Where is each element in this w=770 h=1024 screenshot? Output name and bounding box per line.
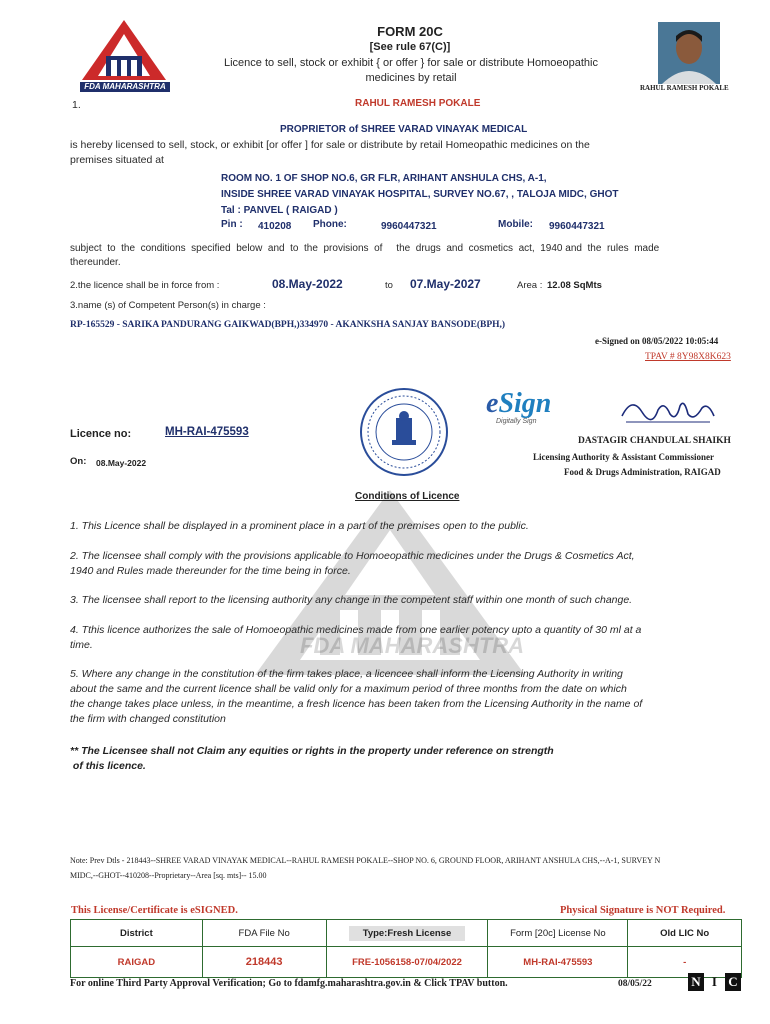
cell-district: RAIGAD: [71, 947, 203, 978]
table-row: [71, 947, 742, 978]
nic-letter-i: I: [711, 974, 717, 989]
authority-name: DASTAGIR CHANDULAL SHAIKH: [578, 436, 731, 446]
licence-on-value: 08.May-2022: [96, 458, 147, 468]
cell-old-lic: -: [628, 947, 742, 978]
esign-logo: [486, 388, 578, 430]
taluka: Tal : PANVEL ( RAIGAD ): [221, 205, 338, 216]
esigned-notice: This License/Certificate is eSIGNED.: [71, 905, 238, 916]
photo-caption: RAHUL RAMESH POKALE: [640, 84, 729, 92]
to-label: to: [385, 280, 393, 291]
phone-value: 9960447321: [381, 221, 437, 232]
signature: [618, 392, 718, 430]
condition-2-line-1: 2. The licensee shall comply with the provisions applicable to Homoeopathic medicines under the Drugs & Cosmetics Act,: [70, 550, 635, 562]
government-seal: [358, 386, 450, 478]
form-subtitle-1: Licence to sell, stock or exhibit { or offer } for sale or distribute Homoeopathic: [224, 57, 598, 69]
esigned-on: e-Signed on 08/05/2022 10:05:44: [595, 336, 719, 346]
condition-5-line-3: the change takes place unless, in the meantime, a fresh licence has been taken from the Licensing Authority in the name of: [70, 698, 643, 710]
form-subtitle-2: medicines by retail: [365, 72, 457, 84]
header-license-no: Form [20c] License No: [488, 920, 628, 947]
prev-details-1: Note: Prev Dtls - 218443--SHREE VARAD VINAYAK MEDICAL--RAHUL RAMESH POKALE--SHOP NO. 6, GROUND FLOOR, ARIHANT ANSHULA CHS,--A-1, SURVEY N: [70, 856, 661, 865]
to-date: 07.May-2027: [410, 277, 481, 291]
condition-3: 3. The licensee shall report to the licensing authority any change in the competent staff within one month of such change.: [70, 594, 633, 606]
licence-on-label: On:: [70, 456, 87, 467]
persons-label: 3.name (s) of Competent Person(s) in charge :: [70, 300, 266, 311]
proprietor-line: PROPRIETOR of SHREE VARAD VINAYAK MEDICAL: [280, 124, 528, 135]
nic-logo: [688, 973, 741, 993]
authority-title: Licensing Authority & Assistant Commissioner: [533, 452, 715, 462]
cell-type: FRE-1056158-07/04/2022: [326, 947, 488, 978]
prev-details-2: MIDC,--GHOT--410208--Proprietary--Area [sq. mts]-- 15.00: [70, 871, 267, 880]
competent-persons: RP-165529 - SARIKA PANDURANG GAIKWAD(BPH,)334970 - AKANKSHA SANJAY BANSODE(BPH,): [70, 320, 506, 330]
mobile-value: 9960447321: [549, 221, 605, 232]
condition-4-line-2: time.: [70, 639, 93, 651]
pin-label: Pin :: [221, 219, 243, 230]
licence-no-label: Licence no:: [70, 428, 132, 440]
mobile-label: Mobile:: [498, 219, 533, 230]
header-old-lic: Old LIC No: [628, 920, 742, 947]
form-title: FORM 20C: [377, 24, 443, 39]
header-file-no: FDA File No: [202, 920, 326, 947]
tpav-code: TPAV # 8Y98X8K623: [645, 352, 731, 362]
from-date: 08.May-2022: [272, 277, 343, 291]
esign-logo-text: eSign: [486, 388, 552, 419]
condition-1: 1. This Licence shall be displayed in a prominent place in a part of the premises open to the public.: [70, 520, 529, 532]
force-label: 2.the licence shall be in force from :: [70, 280, 220, 291]
licence-info-table: [70, 919, 742, 978]
address-line-1: ROOM NO. 1 OF SHOP NO.6, GR FLR, ARIHANT ANSHULA CHS, A-1,: [221, 173, 547, 184]
conditions-heading: Conditions of Licence: [355, 491, 460, 502]
subject-line-1: subject to the conditions specified below and to the provisions of the drugs and cosmetics act, 1940 and the rules made: [70, 243, 660, 254]
equities-note-1: ** The Licensee shall not Claim any equities or rights in the property under reference on strength: [70, 745, 554, 757]
licensee-photo: [658, 22, 720, 84]
subject-line-2: thereunder.: [70, 257, 121, 268]
address-line-2: INSIDE SHREE VARAD VINAYAK HOSPITAL, SURVEY NO.67, , TALOJA MIDC, GHOT: [221, 189, 619, 200]
pin-value: 410208: [258, 221, 292, 232]
condition-5-line-2: about the same and the current licence shall be valid only for a maximum period of three months from the date on which: [70, 683, 627, 695]
licensee-name: RAHUL RAMESH POKALE: [355, 98, 481, 109]
licence-no-value: MH-RAI-475593: [165, 426, 249, 438]
condition-5-line-4: the firm with changed constitution: [70, 713, 226, 725]
nic-letter-c: C: [725, 973, 741, 991]
table-header-row: [71, 920, 742, 947]
tpav-verification: For online Third Party Approval Verification; Go to fdamfg.maharashtra.gov.in & Click TPAV button.: [70, 978, 508, 989]
intro-line-1: is hereby licensed to sell, stock, or exhibit [or offer ] for sale or distribute by retail Homeopathic medicines on the: [70, 139, 590, 151]
intro-line-2: premises situated at: [70, 154, 164, 166]
nic-letter-n: N: [688, 973, 704, 991]
type-badge: Type:Fresh License: [349, 926, 466, 941]
esign-logo-sub: Digitally Sign: [496, 418, 537, 425]
watermark-text: FDA MAHARASHTRA: [300, 633, 525, 658]
logo-text: FDA MAHARASHTRA: [80, 82, 170, 92]
phone-label: Phone:: [313, 219, 347, 230]
physical-signature-notice: Physical Signature is NOT Required.: [560, 905, 726, 916]
condition-5-line-1: 5. Where any change in the constitution of the firm takes place, a licencee shall inform the Licensing Authority in writing: [70, 668, 623, 680]
condition-2-line-2: 1940 and Rules made thereunder for the time being in force.: [70, 565, 351, 577]
area-value: 12.08 SqMts: [547, 280, 602, 291]
header-type: [326, 920, 488, 947]
rule-reference: [See rule 67(C)]: [369, 41, 451, 53]
item-number: 1.: [72, 99, 81, 111]
cell-license-no: MH-RAI-475593: [488, 947, 628, 978]
footer-date: 08/05/22: [618, 979, 652, 989]
area-label: Area :: [517, 280, 543, 291]
header-district: District: [71, 920, 203, 947]
authority-office: Food & Drugs Administration, RAIGAD: [564, 467, 721, 477]
equities-note-2: of this licence.: [70, 760, 146, 772]
condition-4-line-1: 4. Tthis licence authorizes the sale of Homoeopathic medicines made from one earlier potency upto a quantity of 30 ml at a: [70, 624, 642, 636]
cell-file-no: 218443: [202, 947, 326, 978]
